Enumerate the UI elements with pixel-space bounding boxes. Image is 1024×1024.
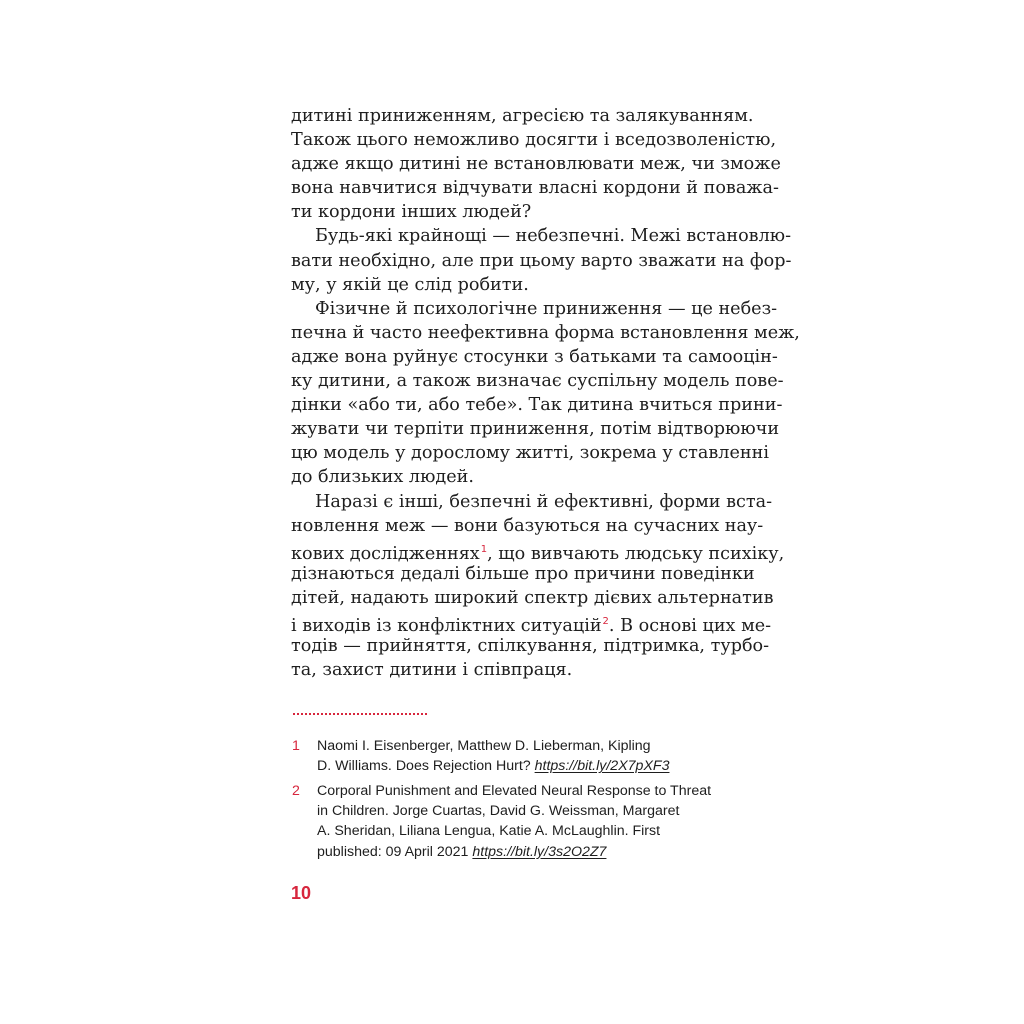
text-segment: кових дослідженнях (291, 543, 480, 564)
footnote-number: 1 (292, 738, 300, 754)
text-line: Фізичне й психологічне приниження — це небез- (315, 298, 778, 319)
text-line: цю модель у дорослому житті, зокрема у ставленні (291, 443, 769, 464)
text-line: Наразі є інші, безпечні й ефективні, форми вста- (315, 491, 773, 512)
footnote-2 (292, 781, 732, 862)
footnote-number: 2 (292, 783, 300, 799)
text-line: жувати чи терпіти приниження, потім відтворюючи (291, 419, 780, 440)
main-text (291, 104, 800, 682)
footnote-link[interactable]: https://bit.ly/2X7pXF3 (534, 758, 670, 775)
text-line: ти кордони інших людей? (291, 202, 532, 223)
footnote-line-text: D. Williams. Does Rejection Hurt? (317, 758, 535, 775)
text-line: до близьких людей. (291, 467, 474, 488)
text-line: Також цього неможливо досягти і вседозволеністю, (291, 130, 777, 151)
text-line: та, захист дитини і співпраця. (291, 660, 573, 681)
text-line: новлення меж — вони базуються на сучасних нау- (291, 515, 764, 536)
footnote-line (317, 756, 732, 776)
text-segment: і виходів із конфліктних ситуацій (291, 615, 602, 636)
text-line: Будь-які крайнощі — небезпечні. Межі встановлю- (315, 226, 792, 247)
footnote-line-text: published: 09 April 2021 (317, 843, 473, 860)
text-line: тодів — прийняття, спілкування, підтримка, турбо- (291, 636, 770, 657)
text-line: дитині приниженням, агресією та залякуванням. (291, 106, 754, 126)
page-number: 10 (291, 883, 312, 903)
text-segment: . В основі цих ме- (608, 615, 772, 636)
footnote-text (317, 736, 732, 776)
footnote-line: in Children. Jorge Cuartas, David G. Weissman, Margaret (317, 803, 680, 820)
text-line: дітей, надають широкий спектр дієвих альтернатив (291, 587, 774, 608)
text-line: адже вона руйнує стосунки з батьками та самооцін- (291, 346, 778, 367)
text-line: печна й часто неефективна форма встановлення меж, (291, 322, 800, 343)
footnote-divider (293, 713, 427, 715)
footnote-reference-1[interactable]: 1 (480, 543, 488, 555)
text-line: ку дитини, а також визначає суспільну модель пове- (291, 371, 784, 392)
footnote-1 (292, 736, 732, 776)
text-line (291, 610, 772, 636)
footnote-line: Naomi I. Eisenberger, Matthew D. Lieberman, Kipling (317, 738, 651, 754)
footnote-line: Corporal Punishment and Elevated Neural Response to Threat (317, 783, 712, 799)
footnote-text (317, 781, 732, 862)
footnote-link[interactable]: https://bit.ly/3s2O2Z7 (472, 843, 607, 860)
text-segment: , що вивчають людську психіку, (487, 543, 785, 564)
text-line: му, у якій це слід робити. (291, 274, 529, 295)
text-line: дінки «або ти, або тебе». Так дитина вчиться прини- (291, 395, 783, 416)
footnote-line (317, 842, 732, 862)
text-line (291, 538, 785, 564)
footnote-line: A. Sheridan, Liliana Lengua, Katie A. McLaughlin. First (317, 823, 661, 840)
text-line: вати необхідно, але при цьому варто зважати на фор- (291, 250, 792, 271)
text-line: адже якщо дитині не встановлювати меж, чи зможе (291, 154, 781, 175)
text-line: вона навчитися відчувати власні кордони й поважа- (291, 178, 779, 199)
text-line: дізнаються дедалі більше про причини поведінки (291, 563, 755, 584)
footnote-reference-2[interactable]: 2 (602, 615, 609, 627)
